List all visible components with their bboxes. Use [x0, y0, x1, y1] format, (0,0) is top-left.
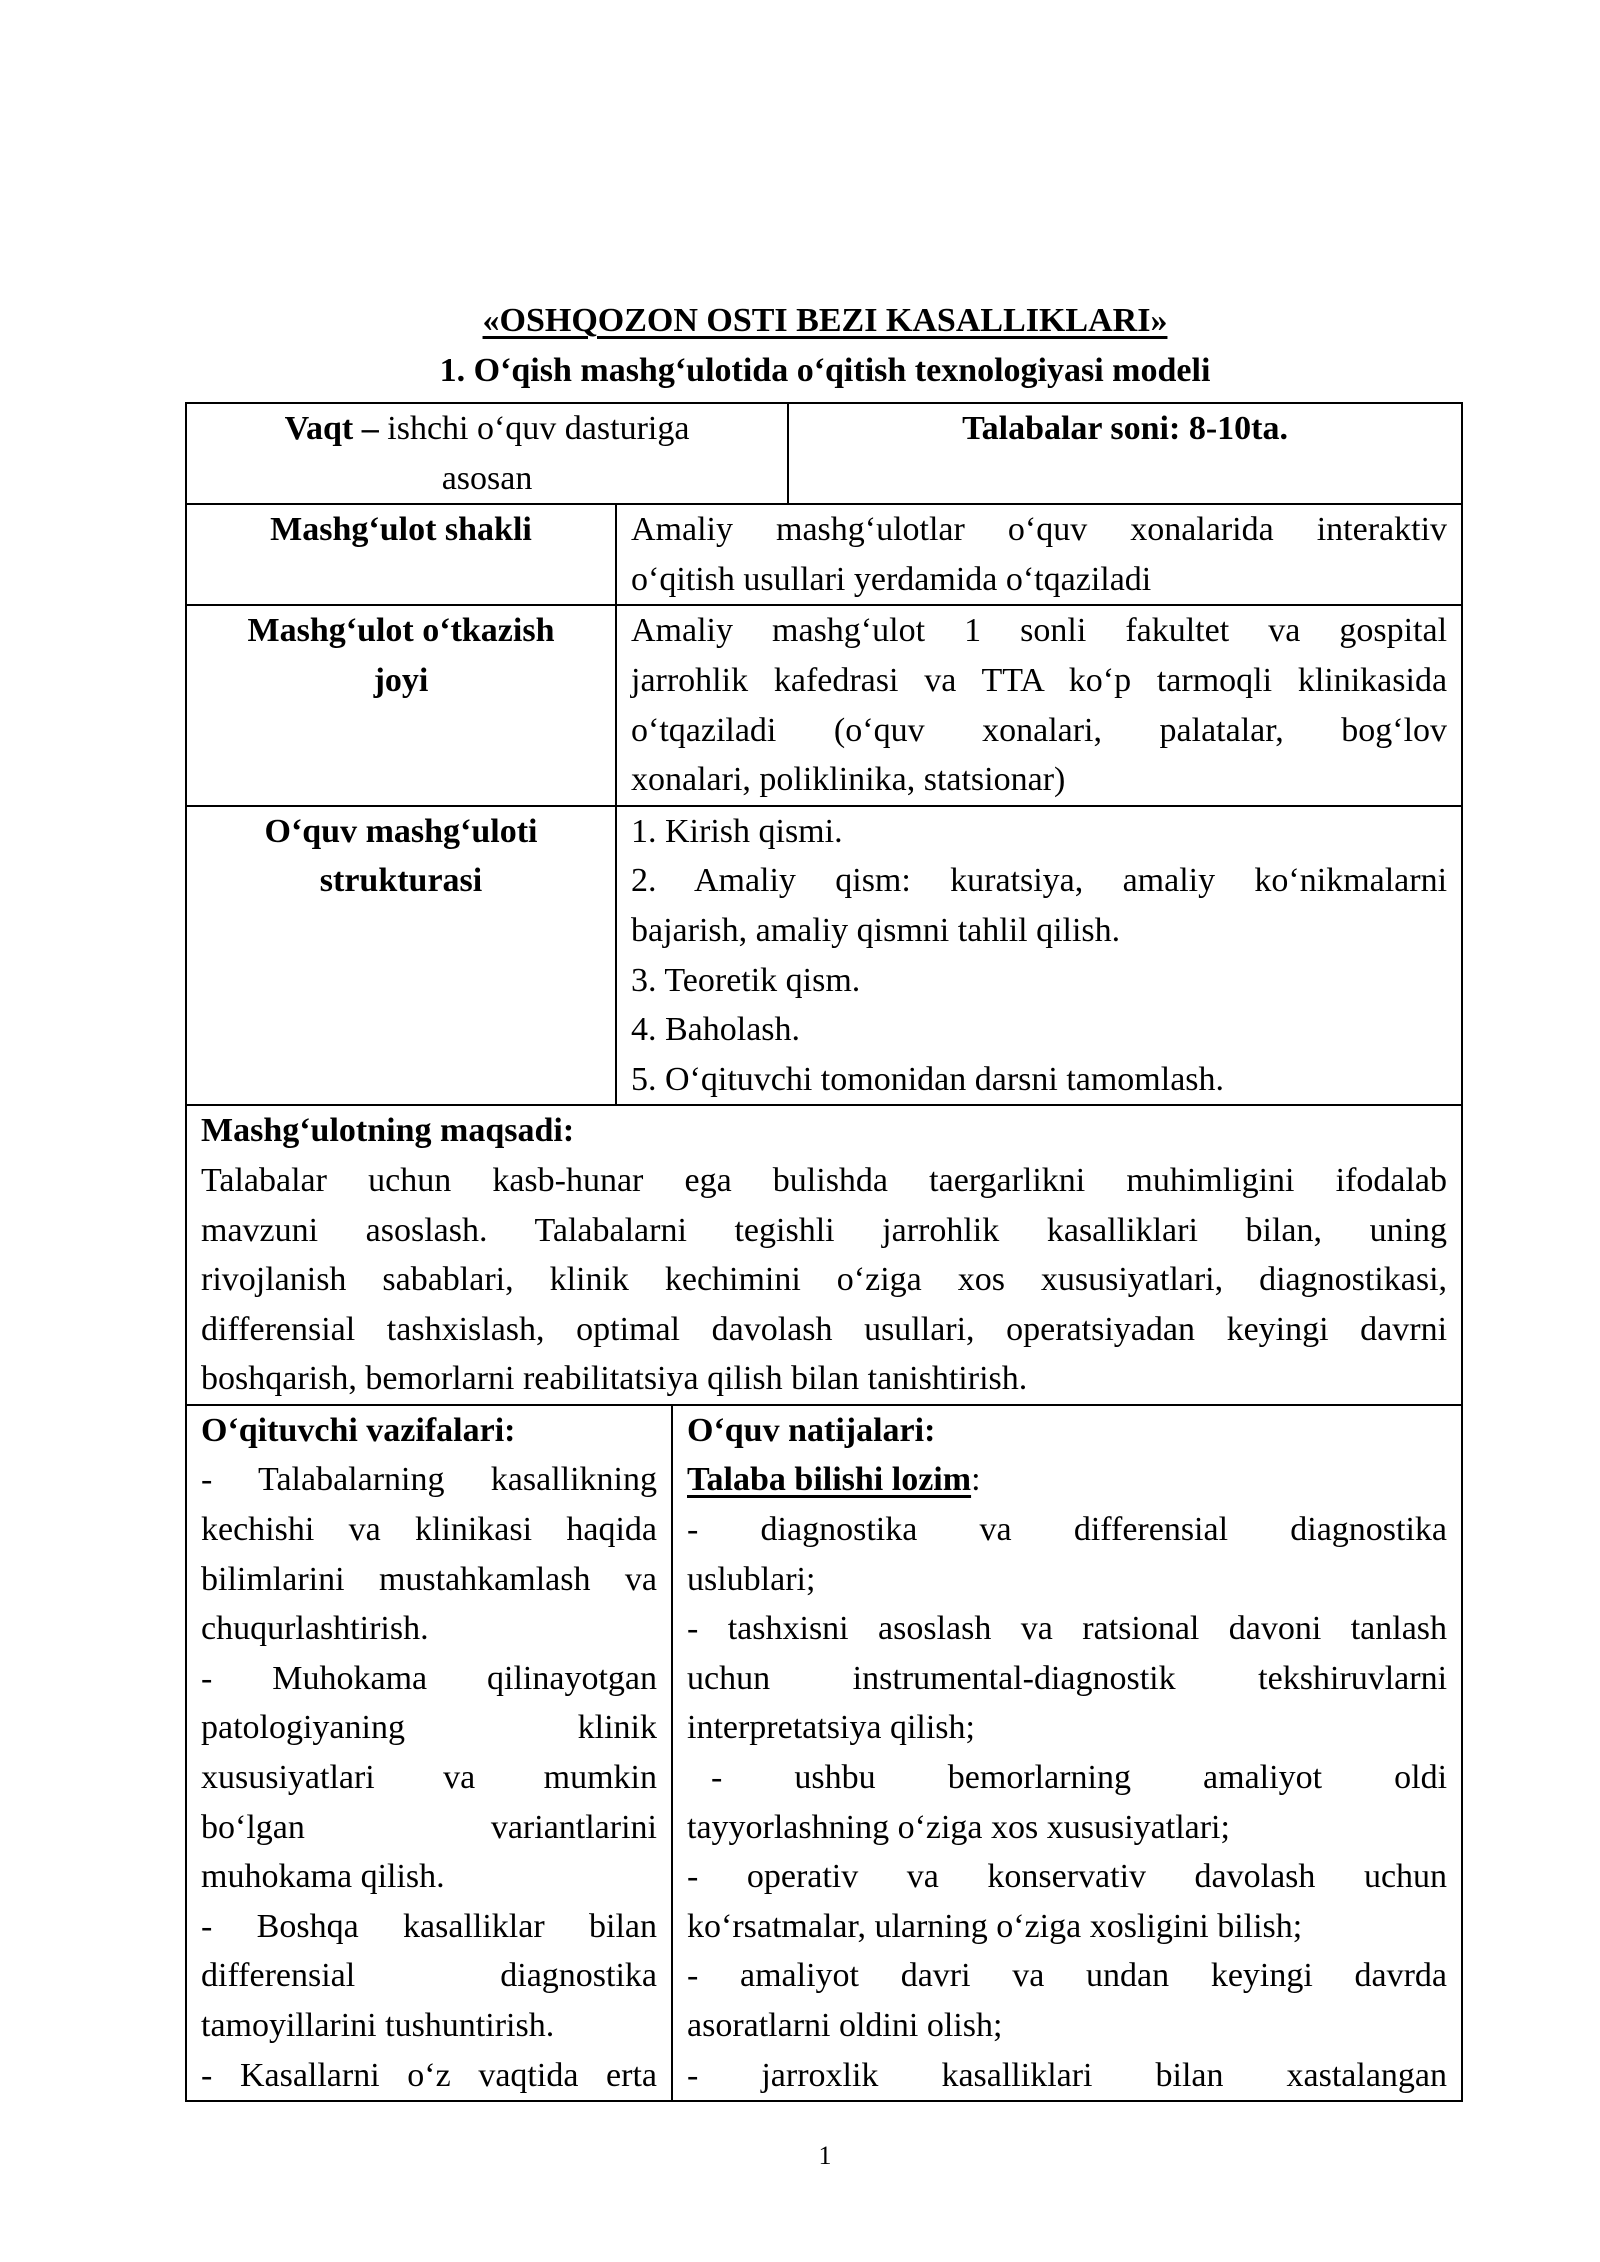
structure-line: 4. Baholash.: [631, 1011, 801, 1049]
teacher-line: - Talabalarning kasallikning: [201, 1461, 657, 1499]
goal-cell: [186, 1105, 1462, 1405]
structure-line: 2. Amaliy qism: kuratsiya, amaliy ko‘nikmalarni: [631, 862, 1448, 900]
results-line: ko‘rsatmalar, ularning o‘ziga xosligini bilish;: [687, 1907, 1303, 1945]
results-line: - amaliyot davri va undan keyingi davrda: [687, 1957, 1448, 1995]
structure-label-line: O‘quv mashg‘uloti: [264, 812, 538, 850]
time-text: ishchi o‘quv dasturiga: [387, 410, 690, 447]
place-line: Amaliy mashg‘ulot 1 sonli fakultet va gospital: [631, 612, 1448, 650]
structure-value: [616, 806, 1462, 1106]
teacher-line: muhokama qilish.: [201, 1858, 445, 1896]
teacher-line: - Kasallarni o‘z vaqtida erta: [201, 2056, 657, 2094]
teacher-label: O‘qituvchi vazifalari:: [201, 1411, 516, 1449]
teacher-line: tamoyillarini tushuntirish.: [201, 2007, 555, 2044]
teacher-cell: [186, 1405, 672, 2101]
structure-line: 1. Kirish qismi.: [631, 812, 843, 850]
results-line: - ushbu bemorlarning amaliyot oldi: [711, 1759, 1448, 1797]
place-line: o‘tqaziladi (o‘quv xonalari, palatalar, bog‘lov: [631, 711, 1448, 749]
place-value: [616, 605, 1462, 805]
results-line: uchun instrumental-diagnostik tekshiruvlarni: [687, 1659, 1448, 1697]
results-cell: [672, 1405, 1462, 2101]
goal-line: boshqarish, bemorlarni reabilitatsiya qilish bilan tanishtirish.: [201, 1360, 1028, 1398]
row-time: [186, 403, 1462, 504]
form-line: Amaliy mashg‘ulotlar o‘quv xonalarida interaktiv: [631, 511, 1448, 549]
time-label: Vaqt –: [284, 410, 379, 447]
row-place: [186, 605, 1462, 805]
teacher-line: bo‘lgan variantlarini: [201, 1808, 657, 1846]
row-structure: [186, 806, 1462, 1106]
place-line: xonalari, poliklinika, statsionar): [631, 761, 1066, 799]
results-sublabel: [687, 1455, 1447, 1505]
teacher-line: - Boshqa kasalliklar bilan: [201, 1907, 657, 1945]
form-value: [616, 504, 1462, 605]
goal-line: rivojlanish sabablari, klinik kechimini o‘ziga xos xususiyatlari, diagnostikasi,: [201, 1261, 1448, 1299]
structure-line: 5. O‘qituvchi tomonidan darsni tamomlash.: [631, 1060, 1225, 1098]
row-form: [186, 504, 1462, 605]
page-number: 1: [818, 2141, 832, 2170]
teacher-line: xususiyatlari va mumkin: [201, 1759, 657, 1797]
results-line: uslublari;: [687, 1560, 816, 1598]
place-label: [186, 605, 616, 805]
teacher-line: chuqurlashtirish.: [201, 1610, 429, 1648]
document-title: «OSHQOZON OSTI BEZI KASALLIKLARI»: [482, 302, 1168, 339]
goal-line: Talabalar uchun kasb-hunar ega bulishda taergarlikni muhimligini ifodalab: [201, 1161, 1448, 1199]
results-line: - tashxisni asoslash va ratsional davoni tanlash: [687, 1610, 1448, 1648]
place-line: jarrohlik kafedrasi va TTA ko‘p tarmoqli klinikasida: [631, 661, 1448, 699]
results-sublabel-text: Talaba bilishi lozim: [687, 1461, 972, 1499]
structure-line: 3. Teoretik qism.: [631, 961, 861, 999]
form-label: Mashg‘ulot shakli: [186, 504, 616, 605]
teacher-line: kechishi va klinikasi haqida: [201, 1511, 657, 1549]
results-line: - operativ va konservativ davolash uchun: [687, 1858, 1448, 1896]
place-label-line: Mashg‘ulot o‘tkazish: [247, 612, 555, 650]
row-tasks-results: [186, 1405, 1462, 2101]
structure-label-line: strukturasi: [319, 862, 483, 900]
form-line: o‘qitish usullari yerdamida o‘tqaziladi: [631, 560, 1152, 598]
goal-line: differensial tashxislash, optimal davolash usullari, operatsiyadan keyingi davrni: [201, 1310, 1448, 1348]
teacher-line: patologiyaning klinik: [201, 1709, 657, 1747]
results-label: O‘quv natijalari:: [687, 1411, 936, 1449]
results-line: tayyorlashning o‘ziga xos xususiyatlari;: [687, 1808, 1230, 1846]
document-subtitle: 1. O‘qish mashg‘ulotida o‘qitish texnologiyasi modeli: [439, 352, 1211, 389]
row-goal: [186, 1105, 1462, 1405]
results-line: - jarroxlik kasalliklari bilan xastalangan: [687, 2056, 1448, 2094]
results-line: asoratlarni oldini olish;: [687, 2007, 1003, 2044]
time-text-2: asosan: [441, 459, 533, 497]
lesson-model-table: [185, 402, 1463, 2102]
goal-line: mavzuni asoslash. Talabalarni tegishli jarrohlik kasalliklari bilan, uning: [201, 1211, 1448, 1249]
structure-line: bajarish, amaliy qismni tahlil qilish.: [631, 911, 1121, 949]
time-cell: [186, 403, 788, 504]
results-sublabel-colon: :: [971, 1461, 981, 1499]
place-label-line: joyi: [373, 661, 429, 699]
results-line: - diagnostika va differensial diagnostika: [687, 1511, 1448, 1549]
goal-label: Mashg‘ulotning maqsadi:: [201, 1112, 575, 1150]
results-line: interpretatsiya qilish;: [687, 1709, 975, 1747]
teacher-line: differensial diagnostika: [201, 1957, 657, 1995]
structure-label: [186, 806, 616, 1106]
students-cell: Talabalar soni: 8-10ta.: [788, 403, 1462, 504]
teacher-line: - Muhokama qilinayotgan: [201, 1659, 657, 1697]
teacher-line: bilimlarini mustahkamlash va: [201, 1560, 657, 1598]
